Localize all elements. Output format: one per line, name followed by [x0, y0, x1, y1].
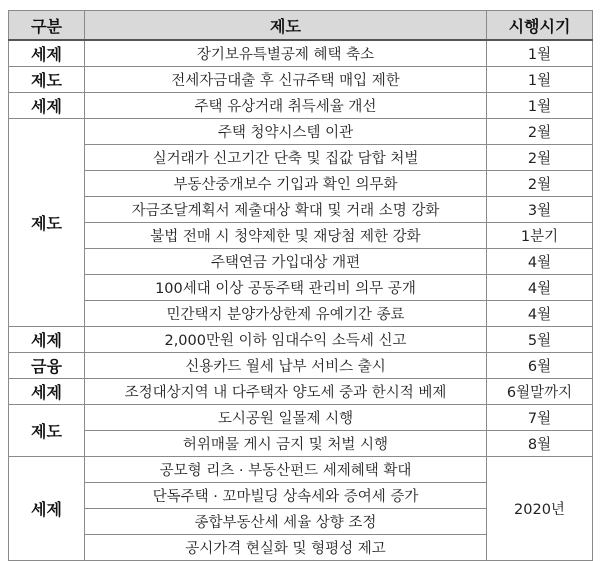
table-row	[9, 353, 593, 379]
category-cell: 금융	[9, 353, 85, 379]
timing-cell: 6월	[487, 353, 593, 379]
policy-schedule-table	[8, 10, 593, 561]
header-system: 제도	[85, 11, 487, 41]
header-row	[9, 11, 593, 41]
system-cell: 주택 청약시스템 이관	[85, 119, 487, 145]
table-row	[9, 171, 593, 197]
table-row	[9, 93, 593, 119]
timing-cell: 1월	[487, 40, 593, 67]
system-cell: 불법 전매 시 청약제한 및 재당첨 제한 강화	[85, 223, 487, 249]
table-row	[9, 249, 593, 275]
system-cell: 자금조달계획서 제출대상 확대 및 거래 소명 강화	[85, 197, 487, 223]
timing-cell: 1월	[487, 67, 593, 93]
table-row	[9, 301, 593, 327]
category-cell: 세제	[9, 40, 85, 67]
timing-cell: 2월	[487, 119, 593, 145]
table-row	[9, 431, 593, 457]
timing-cell: 2월	[487, 171, 593, 197]
category-cell: 제도	[9, 405, 85, 457]
system-cell: 100세대 이상 공동주택 관리비 의무 공개	[85, 275, 487, 301]
system-cell: 단독주택 · 꼬마빌딩 상속세와 증여세 증가	[85, 483, 487, 509]
system-cell: 종합부동산세 세율 상향 조정	[85, 509, 487, 535]
timing-cell: 4월	[487, 249, 593, 275]
system-cell: 2,000만원 이하 임대수익 소득세 신고	[85, 327, 487, 353]
category-cell: 세제	[9, 93, 85, 119]
system-cell: 주택연금 가입대상 개편	[85, 249, 487, 275]
table-row	[9, 67, 593, 93]
table-row	[9, 457, 593, 483]
timing-cell: 8월	[487, 431, 593, 457]
system-cell: 신용카드 월세 납부 서비스 출시	[85, 353, 487, 379]
timing-cell: 7월	[487, 405, 593, 431]
system-cell: 도시공원 일몰제 시행	[85, 405, 487, 431]
header-category: 구분	[9, 11, 85, 41]
system-cell: 공시가격 현실화 및 형평성 제고	[85, 535, 487, 561]
category-cell: 세제	[9, 379, 85, 405]
timing-cell: 2월	[487, 145, 593, 171]
table-row	[9, 275, 593, 301]
category-cell: 세제	[9, 327, 85, 353]
timing-cell: 5월	[487, 327, 593, 353]
system-cell: 공모형 리츠 · 부동산펀드 세제혜택 확대	[85, 457, 487, 483]
timing-cell: 1월	[487, 93, 593, 119]
timing-cell: 4월	[487, 275, 593, 301]
header-timing: 시행시기	[487, 11, 593, 41]
timing-cell: 4월	[487, 301, 593, 327]
table-row	[9, 223, 593, 249]
system-cell: 전세자금대출 후 신규주택 매입 제한	[85, 67, 487, 93]
table-row	[9, 327, 593, 353]
system-cell: 장기보유특별공제 혜택 축소	[85, 40, 487, 67]
category-cell: 세제	[9, 457, 85, 561]
timing-cell: 1분기	[487, 223, 593, 249]
system-cell: 실거래가 신고기간 단축 및 집값 담합 처벌	[85, 145, 487, 171]
table-body	[9, 40, 593, 561]
category-cell: 제도	[9, 67, 85, 93]
timing-cell: 6월말까지	[487, 379, 593, 405]
category-cell: 제도	[9, 119, 85, 327]
table-row	[9, 405, 593, 431]
system-cell: 민간택지 분양가상한제 유예기간 종료	[85, 301, 487, 327]
table-row	[9, 119, 593, 145]
system-cell: 부동산중개보수 기입과 확인 의무화	[85, 171, 487, 197]
table-row	[9, 145, 593, 171]
table-row	[9, 379, 593, 405]
timing-cell: 3월	[487, 197, 593, 223]
system-cell: 허위매물 게시 금지 및 처벌 시행	[85, 431, 487, 457]
timing-cell: 2020년	[487, 457, 593, 561]
table-row	[9, 197, 593, 223]
system-cell: 주택 유상거래 취득세율 개선	[85, 93, 487, 119]
table-row	[9, 40, 593, 67]
system-cell: 조정대상지역 내 다주택자 양도세 중과 한시적 베제	[85, 379, 487, 405]
